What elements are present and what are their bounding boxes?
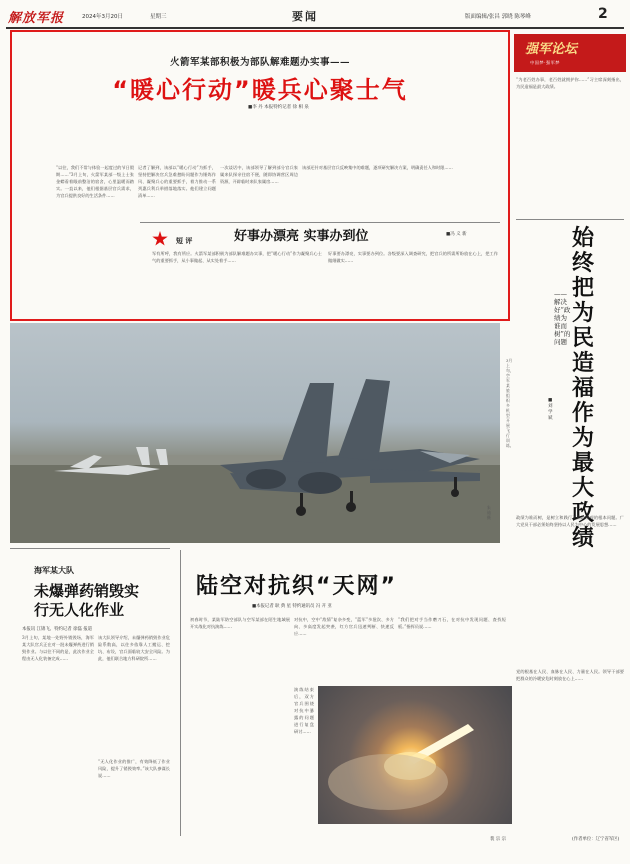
masthead bbox=[0, 0, 630, 28]
issue-date: 2024年3月20日 bbox=[82, 14, 123, 20]
commentary-body-col-1: 军有所呼，我有所应。火箭军某部积极为部队解难题办实事，把“暖心行动”作为凝聚兵心士气的重要抓手，从小事做起、从实处着手…… bbox=[152, 251, 322, 263]
lead-body-col-1: “以往，我们不常与体验一起度过的节日假期……”3月上旬，火箭军某部一级上士张金蟒看着眼前整洁的宿舍，心里温暖而踏实。一直以来，他们根据基层官兵需求，为官兵提供良好的生活条件…… bbox=[56, 165, 134, 198]
page-editors: 版面编辑/张昌 郭晓 陈琴峰 bbox=[465, 14, 531, 20]
left-article-body-3: “无人化作业的推广，有效降低了作业风险，提升了销毁效率。”该大队参谋长说…… bbox=[98, 759, 170, 778]
editorial-footer: (作者单位：辽宁省军区) bbox=[572, 837, 620, 842]
missile-launch-photo[interactable] bbox=[318, 686, 512, 824]
commentary-divider bbox=[140, 222, 500, 223]
lead-kicker: 火箭军某部积极为部队解难题办实事—— bbox=[169, 57, 350, 68]
lead-headline[interactable]: “暖心行动”暖兵心聚士气 bbox=[112, 76, 408, 104]
lead-body-col-3: 一次谈话中，该部领导了解到部分官兵家属来队探亲住宿不便，随即协调营区周边资源，开辟临时来队家属房…… bbox=[220, 165, 298, 184]
column-divider bbox=[180, 550, 181, 836]
left-article-headline[interactable]: 未爆弹药销毁实行无人化作业 bbox=[34, 582, 140, 619]
center-article-headline[interactable]: 陆空对抗织“天网” bbox=[196, 574, 397, 599]
commentary-author: ■冯 义 新 bbox=[446, 232, 467, 237]
commentary-body-col-2: 好事要办漂亮，实事要办到位。各级要深入调查研究，把官兵的所需所盼放在心上，把工作做细做实…… bbox=[328, 251, 498, 263]
editorial-intro-text: “为老百姓办事，老百姓就拥护你……”习主席深刻指出，为民造福是最大政绩。 bbox=[516, 77, 624, 89]
issue-weekday: 星期三 bbox=[150, 14, 167, 20]
editorial-body-2: 党的根基在人民、血脉在人民、力量在人民。领导干部要把群众的冷暖安危时刻放在心上…… bbox=[516, 669, 624, 681]
fighter-jet-graphic bbox=[10, 323, 500, 543]
left-article-kicker: 海军某大队 bbox=[34, 565, 74, 575]
lead-body-col-2: 记者了解到，该部以“暖心行动”为抓手，坚持把解决官兵急难愁盼问题作为锤炼作风、凝聚兵心的重要抓手，着力推动一系列惠兵利兵举措落地落实。他们建立问题清单…… bbox=[138, 165, 216, 198]
section-title: 要闻 bbox=[292, 10, 318, 23]
center-article-body-1: 初春时节，某陆军防空部队与空军某部在陌生地域展开实战化对抗演练…… bbox=[190, 617, 290, 629]
editorial-body-1: 政绩为谁而树，是树立和践行正确政绩观的根本问题。广大党员干部必须始终坚持以人民为中心的发展思想…… bbox=[516, 515, 624, 527]
column-subtitle: 中国梦·强军梦 bbox=[530, 60, 560, 65]
left-article-body-1: 3月上旬，某地一处野外销毁场，海军某大队官兵正在对一批未爆弹药进行销毁作业。与以往不同的是，此次作业全程由无人化装备完成…… bbox=[22, 635, 94, 661]
photo-caption: 3月上旬，空军某旅组织多机型开展飞行训练。 bbox=[506, 358, 514, 448]
left-article-divider bbox=[10, 548, 170, 549]
center-article-body-3: “我们把对手当作磨刀石，在对抗中发现问题、查找短板。”指挥员说…… bbox=[398, 617, 506, 629]
editorial-title[interactable]: 始终把为民造福作为最大政绩 bbox=[572, 225, 595, 551]
star-icon bbox=[152, 231, 168, 247]
left-article-byline: 本报讯 江锦飞、特约记者 徐磊 报道 bbox=[22, 627, 93, 632]
editorial-author: ■刘学斌 bbox=[548, 398, 553, 421]
center-article-byline: ■本报记者 耿 典 星 特约通讯员 冯 开 亚 bbox=[252, 604, 332, 609]
center-article-photographer: 裴 宗 宗 bbox=[490, 837, 506, 842]
left-article-body-2: 该大队领导介绍，未爆弹药销毁作业危险系数高，以往多依靠人工搬运、挖坑、布设，官兵面临较大安全风险。为此，他们联合地方科研院所…… bbox=[98, 635, 170, 661]
fighter-jet-photo[interactable] bbox=[10, 323, 500, 543]
lead-article-frame[interactable] bbox=[10, 30, 510, 321]
center-article-body-4: 演练结束后，双方官兵围绕对抗中暴露的问题进行复盘研讨…… bbox=[294, 687, 314, 734]
missile-graphic bbox=[318, 686, 512, 824]
commentary-label: 短 评 bbox=[176, 236, 193, 245]
masthead-rule bbox=[6, 27, 624, 29]
photo-credit: 朱 迪 摄 bbox=[487, 505, 491, 520]
lead-body-col-4: 该部还针对基层官兵反映集中的难题，逐项研究解决方案，明确责任人和时限…… bbox=[302, 165, 453, 170]
page-number: 2 bbox=[598, 6, 608, 22]
newspaper-logo: 解放军报 bbox=[8, 11, 65, 26]
column-name: 强军论坛 bbox=[525, 42, 578, 57]
lead-byline: ■李 丹 本报特约记者 徐 相 泉 bbox=[248, 105, 309, 110]
center-article-body-2: 对抗中，空中“敌情”复杂多变，“蓝军”多批次、多方向、多高度发起突袭，红方官兵迅速判断、快速反应…… bbox=[294, 617, 394, 636]
editorial-divider bbox=[516, 219, 624, 220]
commentary-title[interactable]: 好事办漂亮 实事办到位 bbox=[234, 229, 369, 244]
editorial-subtitle: ——解决好“政绩为谁而树”的问题 bbox=[554, 290, 571, 346]
